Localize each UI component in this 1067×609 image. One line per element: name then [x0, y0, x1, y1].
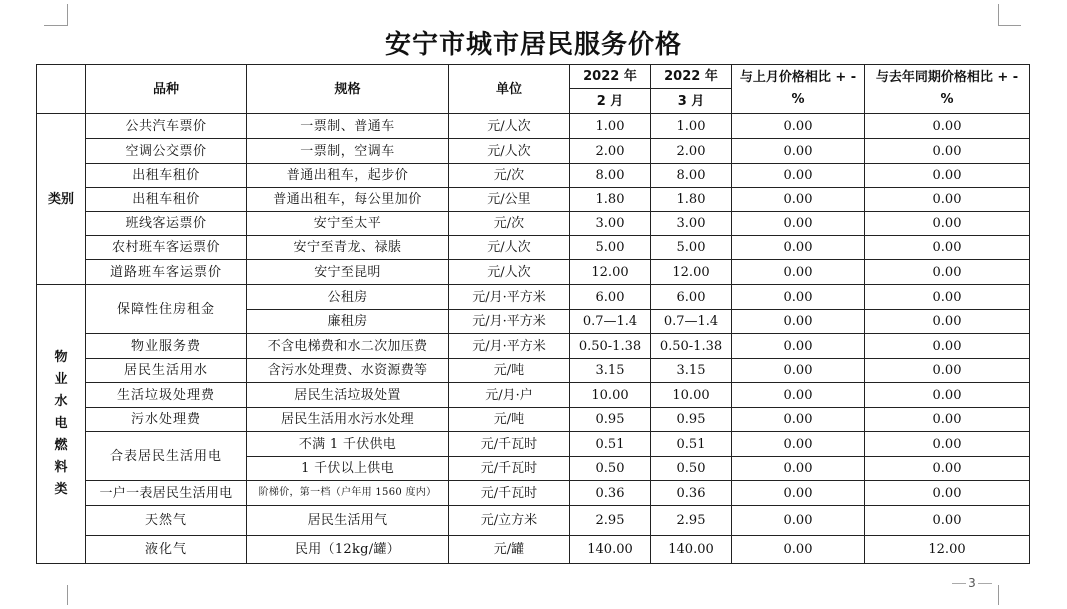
table-row [37, 236, 1030, 260]
row-mom: 0.00 [732, 188, 865, 212]
row-mom: 0.00 [732, 334, 865, 359]
header-spec: 规格 [247, 65, 449, 114]
row-spec: 民用（12kg/罐） [247, 536, 449, 564]
table-row [37, 164, 1030, 188]
table-row [37, 481, 1030, 506]
row-mar-price: 8.00 [651, 164, 732, 188]
row-yoy: 12.00 [865, 536, 1030, 564]
row-unit: 元/月·平方米 [449, 334, 570, 359]
table-row [37, 114, 1030, 139]
row-mom: 0.00 [732, 260, 865, 285]
row-spec: 公租房 [247, 285, 449, 310]
row-mar-price: 140.00 [651, 536, 732, 564]
row-item: 合表居民生活用电 [86, 432, 247, 481]
row-item: 生活垃圾处理费 [86, 383, 247, 408]
row-mom: 0.00 [732, 481, 865, 506]
row-spec: 居民生活用水污水处理 [247, 408, 449, 432]
row-feb-price: 8.00 [570, 164, 651, 188]
row-spec: 含污水处理费、水资源费等 [247, 359, 449, 383]
row-spec: 不满 1 千伏供电 [247, 432, 449, 457]
row-unit: 元/千瓦时 [449, 457, 570, 481]
row-mar-price: 2.95 [651, 506, 732, 536]
row-item: 班线客运票价 [86, 212, 247, 236]
row-feb-price: 10.00 [570, 383, 651, 408]
row-feb-price: 6.00 [570, 285, 651, 310]
table-row [37, 260, 1030, 285]
table-row [37, 408, 1030, 432]
row-feb-price: 0.51 [570, 432, 651, 457]
row-spec: 居民生活用气 [247, 506, 449, 536]
category-utilities [37, 285, 86, 564]
row-item: 公共汽车票价 [86, 114, 247, 139]
crop-mark-bottom-left-vertical [67, 585, 68, 605]
header-blank [37, 65, 86, 114]
table-row [37, 334, 1030, 359]
page-title: 安宁市城市居民服务价格 [384, 30, 682, 60]
row-spec: 廉租房 [247, 310, 449, 334]
row-spec: 1 千伏以上供电 [247, 457, 449, 481]
row-mar-price: 3.15 [651, 359, 732, 383]
row-unit: 元/月·户 [449, 383, 570, 408]
row-unit: 元/人次 [449, 114, 570, 139]
row-item: 出租车租价 [86, 188, 247, 212]
table-row [37, 432, 1030, 457]
row-unit: 元/千瓦时 [449, 481, 570, 506]
header-year-feb: 2022 年 [570, 65, 651, 89]
row-yoy: 0.00 [865, 383, 1030, 408]
row-mom: 0.00 [732, 457, 865, 481]
header-month-mar: 3 月 [651, 89, 732, 114]
row-mom: 0.00 [732, 310, 865, 334]
row-mar-price: 12.00 [651, 260, 732, 285]
row-unit: 元/立方米 [449, 506, 570, 536]
row-unit: 元/次 [449, 164, 570, 188]
row-mom: 0.00 [732, 383, 865, 408]
header-unit: 单位 [449, 65, 570, 114]
row-mar-price: 1.80 [651, 188, 732, 212]
row-feb-price: 3.00 [570, 212, 651, 236]
table-row [37, 383, 1030, 408]
row-spec: 一票制、普通车 [247, 114, 449, 139]
row-yoy: 0.00 [865, 236, 1030, 260]
row-unit: 元/吨 [449, 408, 570, 432]
row-mom: 0.00 [732, 285, 865, 310]
row-mom: 0.00 [732, 236, 865, 260]
row-yoy: 0.00 [865, 164, 1030, 188]
header-item: 品种 [86, 65, 247, 114]
row-unit: 元/月·平方米 [449, 285, 570, 310]
row-yoy: 0.00 [865, 260, 1030, 285]
category-transport: 类别 [37, 114, 86, 285]
row-yoy: 0.00 [865, 432, 1030, 457]
row-yoy: 0.00 [865, 114, 1030, 139]
row-feb-price: 1.80 [570, 188, 651, 212]
row-unit: 元/公里 [449, 188, 570, 212]
row-unit: 元/人次 [449, 139, 570, 164]
row-unit: 元/罐 [449, 536, 570, 564]
header-month-feb: 2 月 [570, 89, 651, 114]
row-yoy: 0.00 [865, 457, 1030, 481]
row-feb-price: 0.50-1.38 [570, 334, 651, 359]
table-row [37, 212, 1030, 236]
row-unit: 元/吨 [449, 359, 570, 383]
row-item: 一户一表居民生活用电 [86, 481, 247, 506]
row-unit: 元/人次 [449, 236, 570, 260]
row-spec: 普通出租车，每公里加价 [247, 188, 449, 212]
table-row [37, 359, 1030, 383]
row-feb-price: 2.95 [570, 506, 651, 536]
row-feb-price: 3.15 [570, 359, 651, 383]
row-spec: 不含电梯费和水二次加压费 [247, 334, 449, 359]
row-mom: 0.00 [732, 408, 865, 432]
row-mom: 0.00 [732, 164, 865, 188]
header-yoy: 与去年同期价格相比 + - % [865, 65, 1030, 114]
row-mar-price: 1.00 [651, 114, 732, 139]
row-yoy: 0.00 [865, 139, 1030, 164]
table-row [37, 139, 1030, 164]
row-item: 保障性住房租金 [86, 285, 247, 334]
row-yoy: 0.00 [865, 506, 1030, 536]
row-item: 居民生活用水 [86, 359, 247, 383]
header-year-mar: 2022 年 [651, 65, 732, 89]
crop-mark-top-left-vertical [67, 4, 68, 26]
row-spec: 居民生活垃圾处置 [247, 383, 449, 408]
row-mar-price: 0.36 [651, 481, 732, 506]
row-feb-price: 1.00 [570, 114, 651, 139]
page-number [952, 573, 992, 593]
row-feb-price: 5.00 [570, 236, 651, 260]
row-yoy: 0.00 [865, 334, 1030, 359]
row-mar-price: 2.00 [651, 139, 732, 164]
price-table [36, 64, 1030, 564]
row-mar-price: 0.50-1.38 [651, 334, 732, 359]
row-feb-price: 0.7—1.4 [570, 310, 651, 334]
row-item: 物业服务费 [86, 334, 247, 359]
row-mom: 0.00 [732, 432, 865, 457]
row-yoy: 0.00 [865, 285, 1030, 310]
row-yoy: 0.00 [865, 408, 1030, 432]
row-item: 液化气 [86, 536, 247, 564]
row-unit: 元/人次 [449, 260, 570, 285]
row-mom: 0.00 [732, 212, 865, 236]
row-mar-price: 3.00 [651, 212, 732, 236]
row-item: 污水处理费 [86, 408, 247, 432]
row-item: 天然气 [86, 506, 247, 536]
row-mom: 0.00 [732, 114, 865, 139]
row-item: 道路班车客运票价 [86, 260, 247, 285]
row-spec: 安宁至昆明 [247, 260, 449, 285]
row-mom: 0.00 [732, 506, 865, 536]
row-item: 出租车租价 [86, 164, 247, 188]
crop-mark-bottom-right-vertical [998, 585, 999, 605]
row-yoy: 0.00 [865, 359, 1030, 383]
row-mar-price: 5.00 [651, 236, 732, 260]
row-mar-price: 10.00 [651, 383, 732, 408]
row-spec: 普通出租车，起步价 [247, 164, 449, 188]
row-mom: 0.00 [732, 359, 865, 383]
category-utilities-label: 物业水电燃料类 [54, 350, 68, 497]
table-row [37, 285, 1030, 310]
row-mar-price: 0.50 [651, 457, 732, 481]
crop-mark-top-right-vertical [998, 4, 999, 26]
row-feb-price: 12.00 [570, 260, 651, 285]
row-item: 空调公交票价 [86, 139, 247, 164]
table-row [37, 536, 1030, 564]
header-mom: 与上月价格相比 + -% [732, 65, 865, 114]
row-item: 农村班车客运票价 [86, 236, 247, 260]
row-unit: 元/千瓦时 [449, 432, 570, 457]
row-mar-price: 0.7—1.4 [651, 310, 732, 334]
row-unit: 元/月·平方米 [449, 310, 570, 334]
row-spec: 阶梯价，第一档（户年用 1560 度内） [247, 481, 449, 506]
header-row-1 [37, 65, 1030, 89]
row-mar-price: 0.51 [651, 432, 732, 457]
row-feb-price: 140.00 [570, 536, 651, 564]
row-mom: 0.00 [732, 139, 865, 164]
row-spec: 一票制，空调车 [247, 139, 449, 164]
row-feb-price: 0.95 [570, 408, 651, 432]
row-mar-price: 0.95 [651, 408, 732, 432]
row-spec: 安宁至青龙、禄脿 [247, 236, 449, 260]
row-yoy: 0.00 [865, 188, 1030, 212]
row-mar-price: 6.00 [651, 285, 732, 310]
table-row [37, 188, 1030, 212]
row-unit: 元/次 [449, 212, 570, 236]
page-number-text: 3 [968, 576, 976, 590]
row-feb-price: 2.00 [570, 139, 651, 164]
table-row [37, 506, 1030, 536]
row-spec: 安宁至太平 [247, 212, 449, 236]
row-mom: 0.00 [732, 536, 865, 564]
row-feb-price: 0.36 [570, 481, 651, 506]
row-yoy: 0.00 [865, 212, 1030, 236]
row-feb-price: 0.50 [570, 457, 651, 481]
row-yoy: 0.00 [865, 481, 1030, 506]
row-yoy: 0.00 [865, 310, 1030, 334]
